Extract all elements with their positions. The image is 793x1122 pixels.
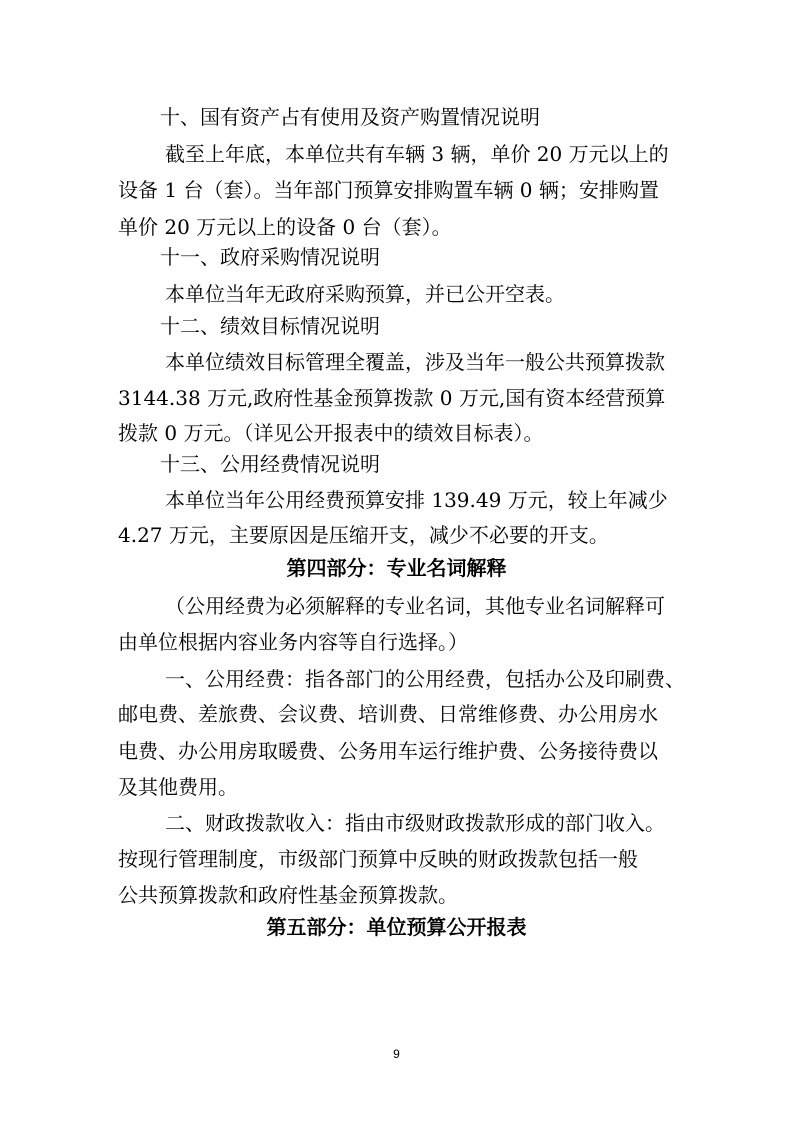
section-13-heading: 十三、公用经费情况说明 — [160, 452, 380, 476]
section-10-line-2: 设备 1 台（套）。当年部门预算安排购置车辆 0 辆；安排购置 — [118, 178, 659, 202]
term-1-line-1: 一、公用经费：指各部门的公用经费，包括办公及印刷费、 — [165, 667, 685, 691]
term-1-line-4: 及其他费用。 — [118, 775, 238, 799]
term-1-line-3: 电费、办公用房取暖费、公务用车运行维护费、公务接待费以 — [118, 739, 658, 763]
section-10-line-1: 截至上年底，本单位共有车辆 3 辆，单价 20 万元以上的 — [165, 142, 669, 166]
section-11-line-1: 本单位当年无政府采购预算，并已公开空表。 — [165, 282, 565, 306]
section-12-heading: 十二、绩效目标情况说明 — [160, 314, 380, 338]
term-2-line-1: 二、财政拨款收入：指由市级财政拨款形成的部门收入。 — [165, 811, 665, 835]
part-4-title: 第四部分：专业名词解释 — [286, 556, 507, 580]
section-11-heading: 十一、政府采购情况说明 — [160, 245, 380, 269]
page-number: 9 — [393, 1047, 400, 1061]
term-2-line-2: 按现行管理制度，市级部门预算中反映的财政拨款包括一般 — [118, 847, 638, 871]
term-1-line-2: 邮电费、差旅费、会议费、培训费、日常维修费、办公用房水 — [118, 702, 658, 726]
section-10-line-3: 单价 20 万元以上的设备 0 台（套）。 — [118, 215, 452, 239]
part-4-note-line-1: （公用经费为必须解释的专业名词，其他专业名词解释可 — [165, 594, 665, 618]
section-12-line-3: 拨款 0 万元。（详见公开报表中的绩效目标表）。 — [118, 421, 544, 445]
section-12-line-1: 本单位绩效目标管理全覆盖，涉及当年一般公共预算拨款 — [165, 350, 665, 374]
part-5-title: 第五部分：单位预算公开报表 — [266, 915, 527, 939]
section-13-line-1: 本单位当年公用经费预算安排 139.49 万元，较上年减少 — [165, 488, 668, 512]
part-4-note-line-2: 由单位根据内容业务内容等自行选择。） — [118, 630, 468, 654]
section-13-line-2: 4.27 万元，主要原因是压缩开支，减少不必要的开支。 — [118, 523, 609, 547]
section-10-heading: 十、国有资产占有使用及资产购置情况说明 — [160, 105, 540, 129]
section-12-line-2: 3144.38 万元,政府性基金预算拨款 0 万元,国有资本经营预算 — [118, 386, 666, 410]
term-2-line-3: 公共预算拨款和政府性基金预算拨款。 — [118, 883, 458, 907]
